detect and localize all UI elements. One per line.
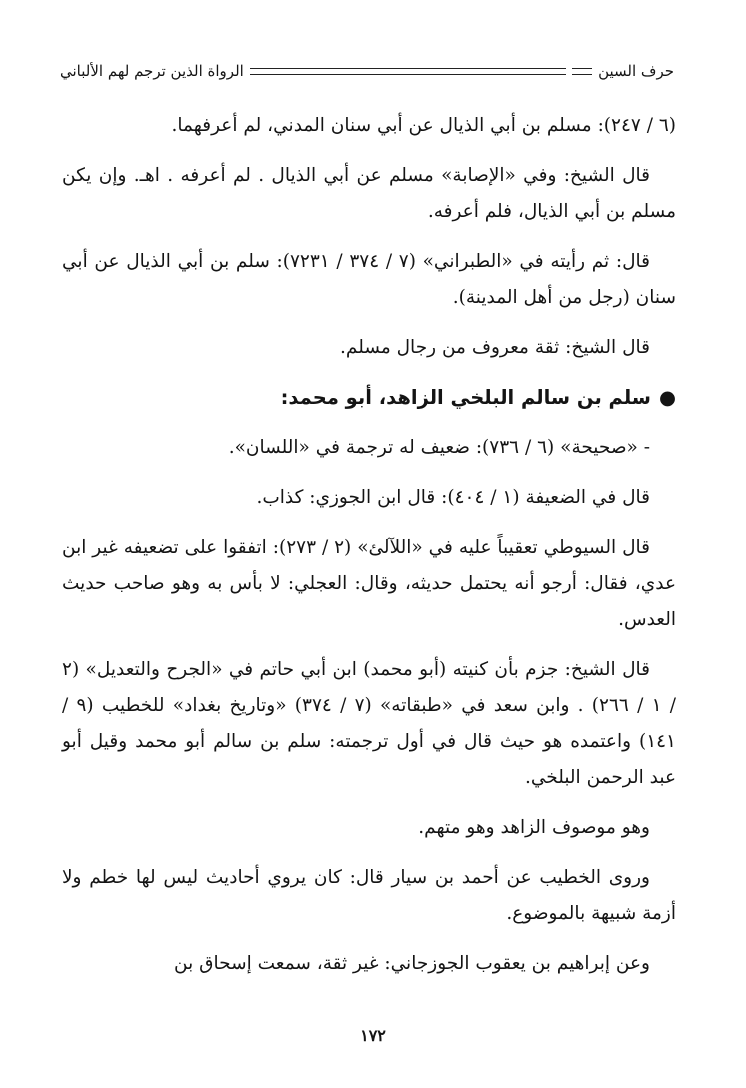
header-rule-short bbox=[572, 68, 592, 75]
paragraph: قال: ثم رأيته في «الطبراني» (٧ / ٣٧٤ / ٧٢٣١): سلم بن أبي الذيال عن أبي سنان (رجل من أهل المدينة). bbox=[62, 251, 676, 308]
paragraph: قال الشيخ: جزم بأن كنيته (أبو محمد) ابن أبي حاتم في «الجرح والتعديل» (٢ / ١ / ٢٦٦) . وابن سعد في «طبقاته» (٧ / ٣٧٤) «وتاريخ بغداد» للخطيب (٩ / ١٤١) واعتمده هو حيث قال في أول ترجمته: سلم بن سالم أبو محمد وقيل أبو عبد الرحمن البلخي. bbox=[62, 659, 676, 788]
paragraph: وعن إبراهيم بن يعقوب الجوزجاني: غير ثقة، سمعت إسحاق بن bbox=[174, 953, 650, 974]
entry-heading bbox=[62, 380, 676, 416]
paragraph: وهو موصوف الزاهد وهو متهم. bbox=[418, 817, 650, 838]
bullet-icon: ● bbox=[658, 386, 676, 409]
paragraph: قال الشيخ: وفي «الإصابة» مسلم عن أبي الذيال . لم أعرفه . اهـ. وإن يكن مسلم بن أبي الذيال، فلم أعرفه. bbox=[62, 165, 676, 222]
book-title: الرواة الذين ترجم لهم الألباني bbox=[60, 62, 244, 80]
paragraph: قال الشيخ: ثقة معروف من رجال مسلم. bbox=[340, 337, 650, 358]
page-body bbox=[62, 108, 676, 996]
running-header bbox=[60, 58, 674, 84]
header-rule bbox=[250, 68, 566, 75]
page-number: ١٧٢ bbox=[360, 1026, 386, 1045]
paragraph: قال في الضعيفة (١ / ٤٠٤): قال ابن الجوزي: كذاب. bbox=[256, 487, 650, 508]
paragraph: (٦ / ٢٤٧): مسلم بن أبي الذيال عن أبي سنان المدني، لم أعرفهما. bbox=[171, 115, 676, 136]
paragraph: قال السيوطي تعقيباً عليه في «اللآلئ» (٢ / ٢٧٣): اتفقوا على تضعيفه غير ابن عدي، فقال: أرجو أنه يحتمل حديثه، وقال: العجلي: لا بأس به وهو صاحب حديث العدس. bbox=[62, 537, 676, 630]
paragraph: - «صحيحة» (٦ / ٧٣٦): ضعيف له ترجمة في «اللسان». bbox=[228, 437, 650, 458]
paragraph: وروى الخطيب عن أحمد بن سيار قال: كان يروي أحاديث ليس لها خطم ولا أزمة شبيهة بالموضوع. bbox=[62, 867, 676, 924]
chapter-title: حرف السين bbox=[598, 62, 674, 80]
entry-heading-text: سلم بن سالم البلخي الزاهد، أبو محمد: bbox=[280, 386, 651, 409]
